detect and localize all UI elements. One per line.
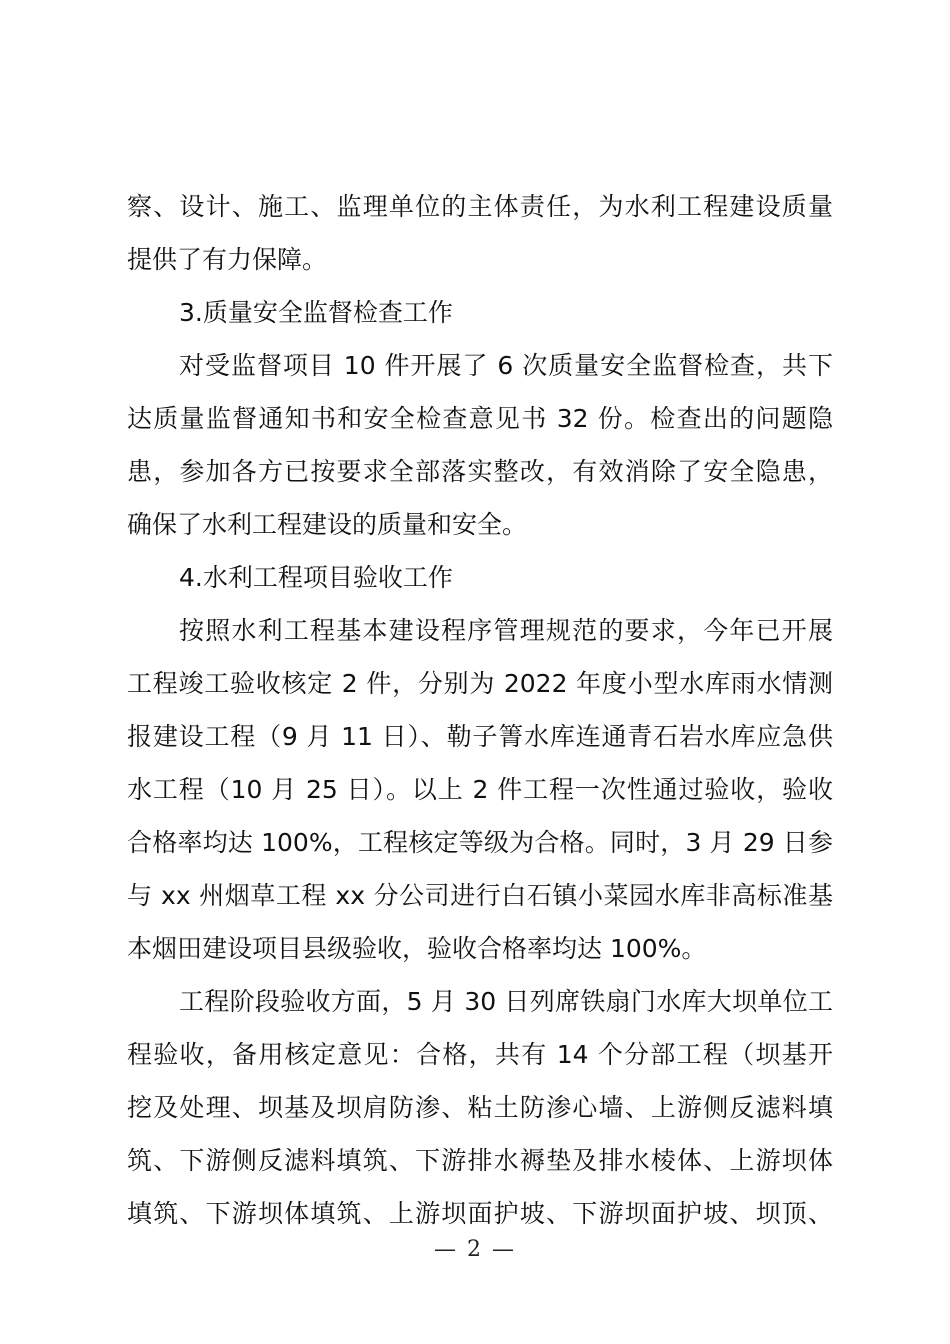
text-line: 与 xx 州烟草工程 xx 分公司进行白石镇小菜园水库非高标准基 [127,881,833,910]
text-line: 筑、下游侧反滤料填筑、下游排水褥垫及排水棱体、上游坝体 [127,1146,833,1175]
body-text [127,184,833,1244]
text-line: 达质量监督通知书和安全检查意见书 32 份。检查出的问题隐 [127,404,833,433]
text-line: 工程竣工验收核定 2 件，分别为 2022 年度小型水库雨水情测 [127,669,833,698]
text-line: 挖及处理、坝基及坝肩防渗、粘土防渗心墙、上游侧反滤料填 [127,1093,833,1122]
page-number: — 2 — [434,1237,516,1262]
text-line: 水工程（10 月 25 日）。以上 2 件工程一次性通过验收，验收 [127,775,833,804]
text-line: 本烟田建设项目县级验收，验收合格率均达 100%。 [127,934,707,963]
text-line: 察、设计、施工、监理单位的主体责任，为水利工程建设质量 [127,192,833,221]
section-heading: 3.质量安全监督检查工作 [179,298,453,327]
text-line: 工程阶段验收方面，5 月 30 日列席铁扇门水库大坝单位工 [179,987,833,1016]
text-line: 报建设工程（9 月 11 日）、勒子箐水库连通青石岩水库应急供 [127,722,833,751]
text-line: 提供了有力保障。 [127,245,328,274]
text-line: 患，参加各方已按要求全部落实整改，有效消除了安全隐患， [127,457,833,486]
text-line: 按照水利工程基本建设程序管理规范的要求，今年已开展 [179,616,833,645]
text-line: 合格率均达 100%，工程核定等级为合格。同时，3 月 29 日参 [127,828,833,857]
section-heading: 4.水利工程项目验收工作 [179,563,453,592]
text-line: 对受监督项目 10 件开展了 6 次质量安全监督检查，共下 [179,351,833,380]
text-line: 填筑、下游坝体填筑、上游坝面护坡、下游坝面护坡、坝顶、 [127,1199,833,1228]
text-line: 程验收，备用核定意见：合格，共有 14 个分部工程（坝基开 [127,1040,833,1069]
text-line: 确保了水利工程建设的质量和安全。 [127,510,528,539]
